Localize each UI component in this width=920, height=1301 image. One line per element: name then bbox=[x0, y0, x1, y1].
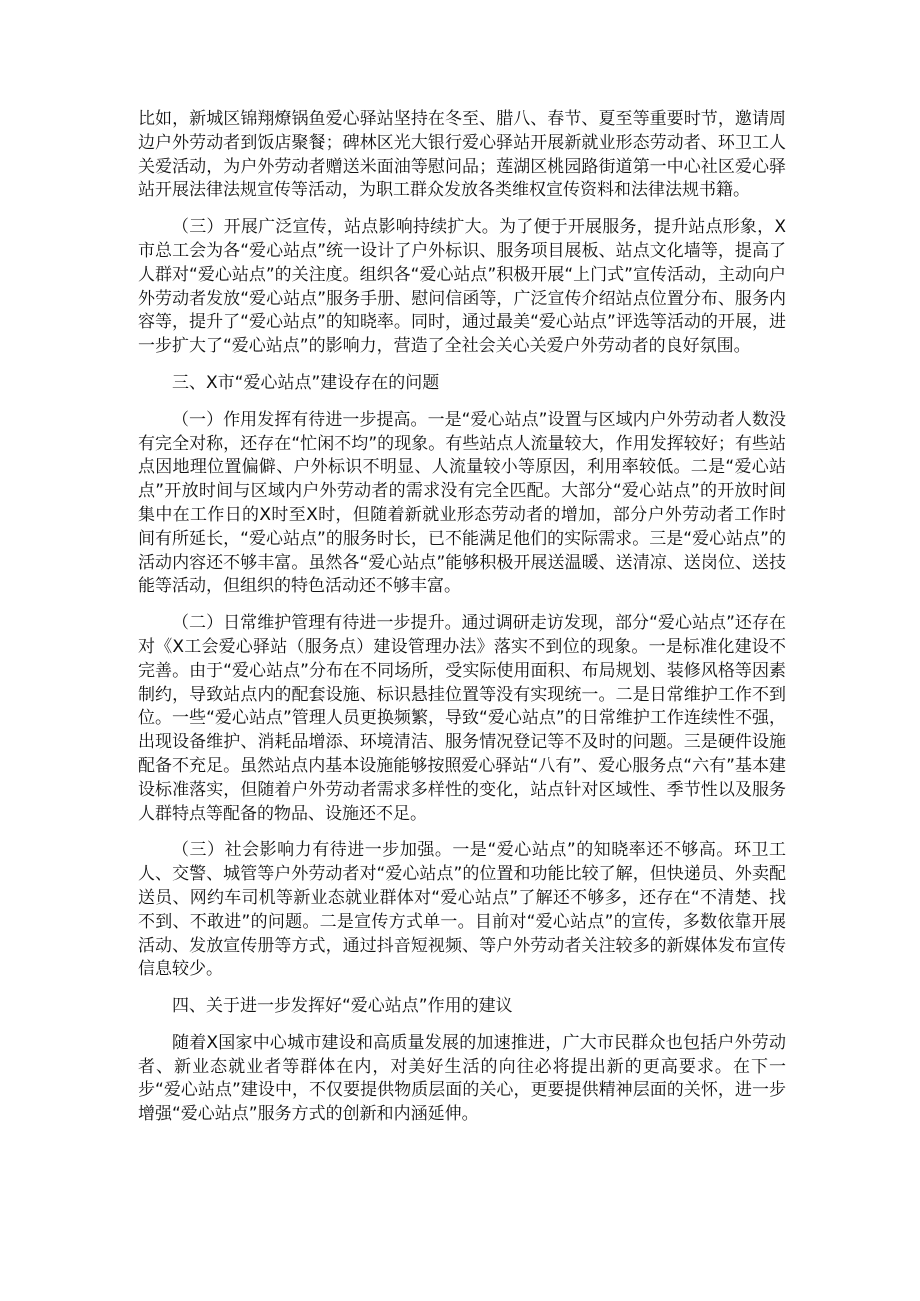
paragraph-publicity: （三）开展广泛宣传，站点影响持续扩大。为了便于开展服务，提升站点形象，X市总工会为各“爱心站点”统一设计了户外标识、服务项目展板、站点文化墙等，提高了人群对“爱心站点”的关注度。组织各“爱心站点”积极开展“上门式”宣传活动，主动向户外劳动者发放“爱心站点”服务手册、慰问信函等，广泛宣传介绍站点位置分布、服务内容等，提升了“爱心站点”的知晓率。同时，通过最美“爱心站点”评选等活动的开展，进一步扩大了“爱心站点”的影响力，营造了全社会关心关爱户外劳动者的良好氛围。 bbox=[138, 217, 786, 357]
document-body bbox=[138, 108, 786, 1140]
paragraph-continued: 比如，新城区锦翔燎锅鱼爱心驿站坚持在冬至、腊八、春节、夏至等重要时节，邀请周边户外劳动者到饭店聚餐；碑林区光大银行爱心驿站开展新就业形态劳动者、环卫工人关爱活动，为户外劳动者赠送米面油等慰问品；莲湖区桃园路街道第一中心社区爱心驿站开展法律法规宣传等活动，为职工群众发放各类维权宣传资料和法律法规书籍。 bbox=[138, 109, 786, 201]
paragraph-influence: （三）社会影响力有待进一步加强。一是“爱心站点”的知晓率还不够高。环卫工人、交警、城管等户外劳动者对“爱心站点”的位置和功能比较了解，但快递员、外卖配送员、网约车司机等新业态就业群体对“爱心站点”了解还不够多，还存在“不清楚、找不到、不敢进”的问题。二是宣传方式单一。目前对“爱心站点”的宣传，多数依靠开展活动、发放宣传册等方式，通过抖音短视频、等户外劳动者关注较多的新媒体发布宣传信息较少。 bbox=[138, 840, 786, 980]
section-heading-suggestions: 四、关于进一步发挥好“爱心站点”作用的建议 bbox=[172, 996, 513, 1017]
paragraph-maintenance: （二）日常维护管理有待进一步提升。通过调研走访发现，部分“爱心站点”还存在对《X工会爱心驿站（服务点）建设管理办法》落实不到位的现象。一是标准化建设不完善。由于“爱心站点”分布在不同场所，受实际使用面积、布局规划、装修风格等因素制约，导致站点内的配套设施、标识悬挂位置等没有实现统一。二是日常维护工作不到位。一些“爱心站点”管理人员更换频繁，导致“爱心站点”的日常维护工作连续性不强，出现设备维护、消耗品增添、环境清洁、服务情况登记等不及时的问题。三是硬件设施配备不充足。虽然站点内基本设施能够按照爱心驿站“八有”、爱心服务点“六有”基本建设标准落实，但随着户外劳动者需求多样性的变化，站点针对区域性、季节性以及服务人群特点等配备的物品、设施还不足。 bbox=[138, 613, 786, 824]
paragraph-suggestion-intro: 随着X国家中心城市建设和高质量发展的加速推进，广大市民群众也包括户外劳动者、新业态就业者等群体在内，对美好生活的向往必将提出新的更高要求。在下一步“爱心站点”建设中，不仅要提供物质层面的关心，更要提供精神层面的关怀，进一步增强“爱心站点”服务方式的创新和内涵延伸。 bbox=[138, 1032, 786, 1125]
paragraph-role: （一）作用发挥有待进一步提高。一是“爱心站点”设置与区域内户外劳动者人数没有完全对称，还存在“忙闲不均”的现象。有些站点人流量较大，作用发挥较好；有些站点因地理位置偏僻、户外标识不明显、人流量较小等原因，利用率较低。二是“爱心站点”开放时间与区域内户外劳动者的需求没有完全匹配。大部分“爱心站点”的开放时间集中在工作日的X时至X时，但随着新就业形态劳动者的增加，部分户外劳动者工作时间有所延长，“爱心站点”的服务时长，已不能满足他们的实际需求。三是“爱心站点”的活动内容还不够丰富。虽然各“爱心站点”能够积极开展送温暖、送清凉、送岗位、送技能等活动，但组织的特色活动还不够丰富。 bbox=[138, 409, 786, 597]
section-heading-problems: 三、X市“爱心站点”建设存在的问题 bbox=[172, 372, 440, 393]
